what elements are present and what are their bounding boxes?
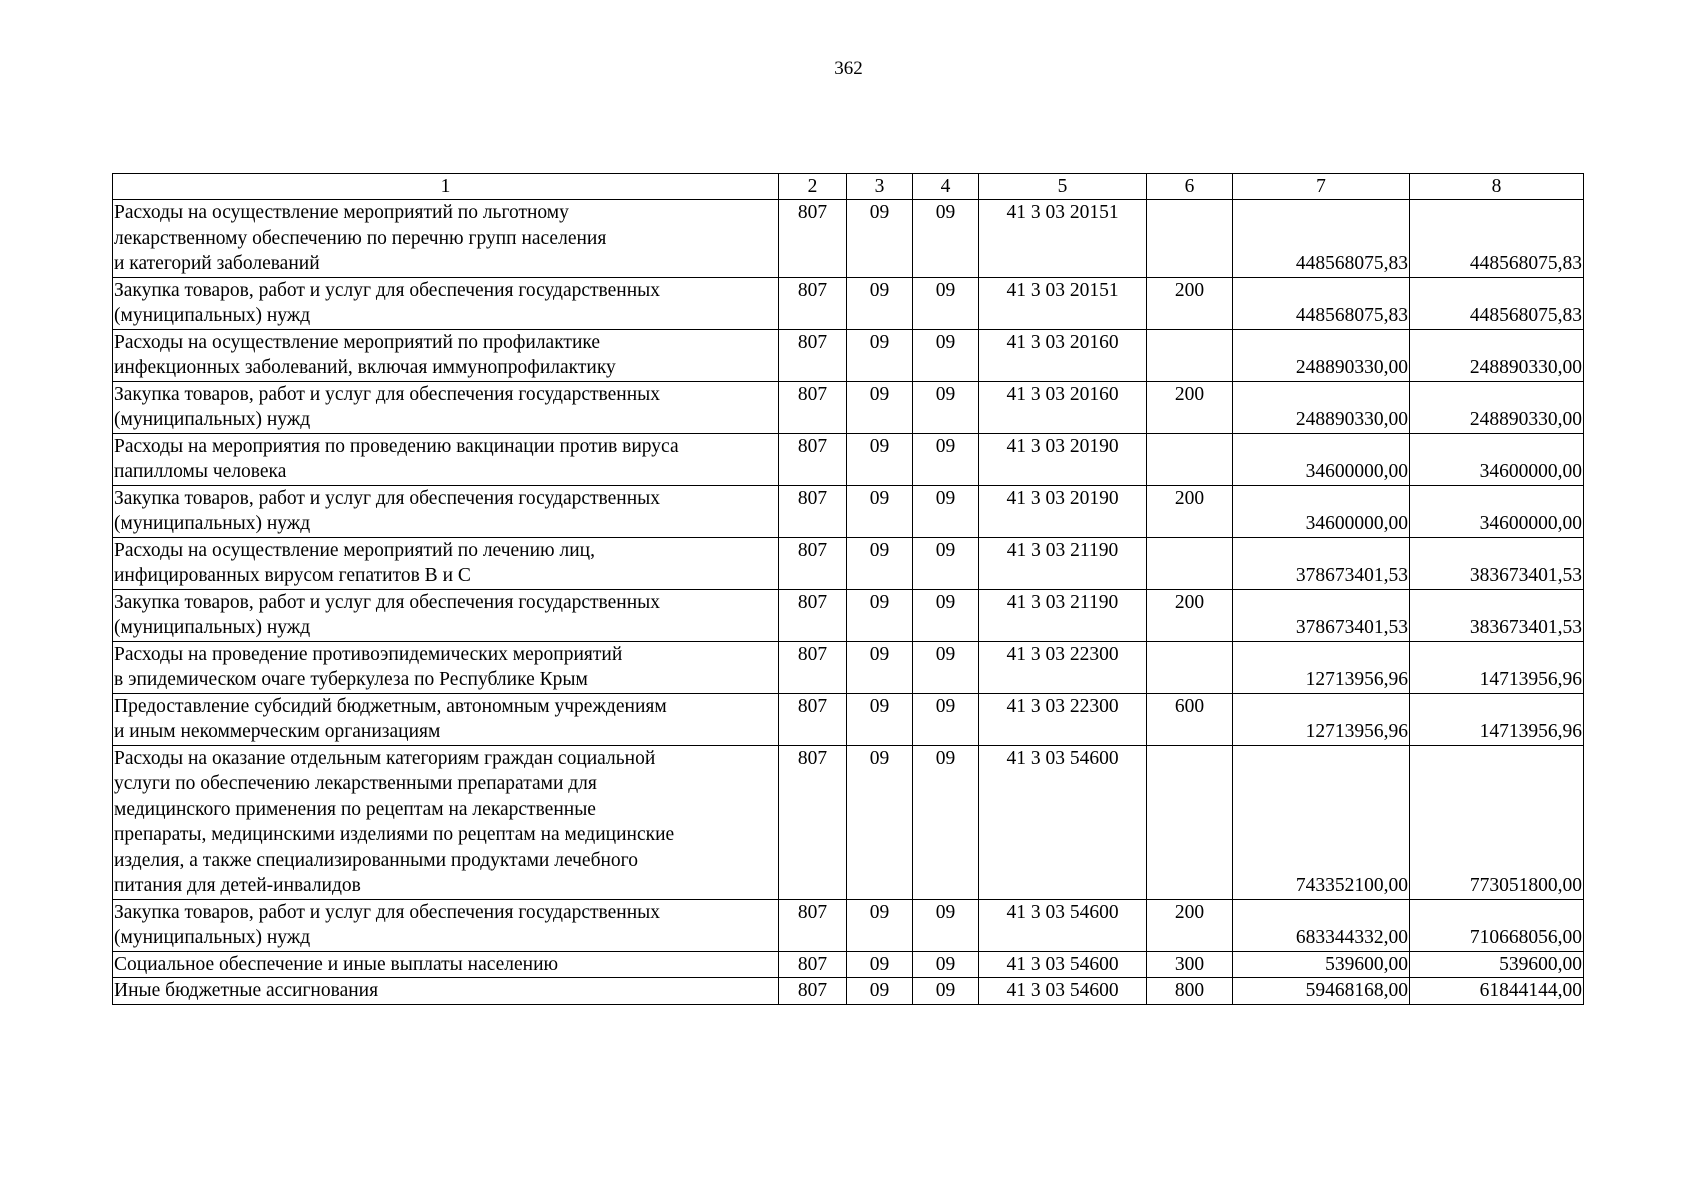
expense-name-cell [113, 745, 779, 899]
expense-type-cell [1147, 745, 1233, 899]
amount-year2-cell: 539600,00 [1410, 951, 1584, 978]
expense-name-line: Расходы на мероприятия по проведению вакцинации против вируса [114, 435, 679, 457]
subsection-code-cell: 09 [913, 589, 979, 641]
expense-name-line: Социальное обеспечение и иные выплаты населению [114, 953, 559, 975]
expense-type-cell: 200 [1147, 589, 1233, 641]
expense-name-line: услуги по обеспечению лекарственными препаратами для [114, 773, 597, 794]
header-cell: 6 [1147, 174, 1233, 200]
section-code-cell: 09 [847, 899, 913, 951]
gr-code-cell: 807 [779, 899, 847, 951]
expense-name-cell [113, 641, 779, 693]
budget-table [112, 173, 1584, 1005]
table-row [113, 433, 1584, 485]
subsection-code-cell: 09 [913, 381, 979, 433]
gr-code-cell: 807 [779, 745, 847, 899]
target-article-cell: 41 3 03 54600 [979, 951, 1147, 978]
gr-code-cell: 807 [779, 485, 847, 537]
gr-code-cell: 807 [779, 433, 847, 485]
expense-name-line: (муниципальных) нужд [114, 305, 311, 326]
section-code-cell: 09 [847, 978, 913, 1005]
expense-name-cell [113, 978, 779, 1005]
subsection-code-cell: 09 [913, 951, 979, 978]
section-code-cell: 09 [847, 200, 913, 278]
subsection-code-cell: 09 [913, 277, 979, 329]
subsection-code-cell: 09 [913, 433, 979, 485]
section-code-cell: 09 [847, 951, 913, 978]
table-row [113, 693, 1584, 745]
table-row [113, 381, 1584, 433]
expense-name-line: Расходы на проведение противоэпидемических мероприятий [114, 643, 623, 665]
section-code-cell: 09 [847, 381, 913, 433]
expense-type-cell: 800 [1147, 978, 1233, 1005]
target-article-cell: 41 3 03 54600 [979, 899, 1147, 951]
section-code-cell: 09 [847, 641, 913, 693]
expense-name-line: препараты, медицинскими изделиями по рецептам на медицинские [114, 824, 675, 845]
target-article-cell: 41 3 03 20151 [979, 277, 1147, 329]
amount-year1-cell: 248890330,00 [1233, 329, 1410, 381]
table-row [113, 745, 1584, 899]
target-article-cell: 41 3 03 21190 [979, 589, 1147, 641]
expense-name-line: и иным некоммерческим организациям [114, 721, 441, 742]
header-cell: 1 [113, 174, 779, 200]
gr-code-cell: 807 [779, 277, 847, 329]
amount-year2-cell: 448568075,83 [1410, 200, 1584, 278]
table-row [113, 277, 1584, 329]
target-article-cell: 41 3 03 20190 [979, 433, 1147, 485]
expense-name-line: питания для детей-инвалидов [114, 875, 361, 896]
expense-name-line: (муниципальных) нужд [114, 617, 311, 638]
expense-name-cell [113, 693, 779, 745]
page-number: 362 [834, 58, 863, 79]
expense-name-line: Расходы на осуществление мероприятий по лечению лиц, [114, 539, 595, 561]
expense-name-cell [113, 537, 779, 589]
header-cell: 2 [779, 174, 847, 200]
expense-name-line: лекарственному обеспечению по перечню групп населения [114, 227, 607, 249]
expense-type-cell [1147, 200, 1233, 278]
table-row [113, 589, 1584, 641]
section-code-cell: 09 [847, 693, 913, 745]
target-article-cell: 41 3 03 21190 [979, 537, 1147, 589]
amount-year1-cell: 378673401,53 [1233, 537, 1410, 589]
expense-name-cell [113, 277, 779, 329]
expense-name-cell [113, 329, 779, 381]
expense-name-line: изделия, а также специализированными продуктами лечебного [114, 849, 638, 871]
amount-year2-cell: 710668056,00 [1410, 899, 1584, 951]
expense-name-line: и категорий заболеваний [114, 253, 320, 274]
expense-name-line: инфекционных заболеваний, включая иммунопрофилактику [114, 357, 616, 378]
gr-code-cell: 807 [779, 978, 847, 1005]
expense-type-cell: 600 [1147, 693, 1233, 745]
section-code-cell: 09 [847, 485, 913, 537]
section-code-cell: 09 [847, 329, 913, 381]
section-code-cell: 09 [847, 745, 913, 899]
expense-type-cell [1147, 537, 1233, 589]
amount-year2-cell: 773051800,00 [1410, 745, 1584, 899]
amount-year2-cell: 248890330,00 [1410, 381, 1584, 433]
section-code-cell: 09 [847, 589, 913, 641]
expense-name-line: в эпидемическом очаге туберкулеза по Республике Крым [114, 669, 588, 690]
expense-type-cell: 200 [1147, 381, 1233, 433]
amount-year1-cell: 378673401,53 [1233, 589, 1410, 641]
subsection-code-cell: 09 [913, 485, 979, 537]
amount-year1-cell: 448568075,83 [1233, 200, 1410, 278]
amount-year1-cell: 12713956,96 [1233, 641, 1410, 693]
table-header-row [113, 174, 1584, 200]
amount-year2-cell: 14713956,96 [1410, 693, 1584, 745]
gr-code-cell: 807 [779, 381, 847, 433]
target-article-cell: 41 3 03 22300 [979, 641, 1147, 693]
section-code-cell: 09 [847, 277, 913, 329]
target-article-cell: 41 3 03 22300 [979, 693, 1147, 745]
subsection-code-cell: 09 [913, 899, 979, 951]
subsection-code-cell: 09 [913, 329, 979, 381]
amount-year2-cell: 14713956,96 [1410, 641, 1584, 693]
expense-name-line: Закупка товаров, работ и услуг для обеспечения государственных [114, 901, 661, 923]
expense-name-cell [113, 899, 779, 951]
expense-name-cell [113, 381, 779, 433]
amount-year1-cell: 248890330,00 [1233, 381, 1410, 433]
table-row [113, 641, 1584, 693]
expense-name-line: Предоставление субсидий бюджетным, автономным учреждениям [114, 695, 667, 717]
expense-name-line: Закупка товаров, работ и услуг для обеспечения государственных [114, 487, 661, 509]
expense-name-line: Расходы на осуществление мероприятий по профилактике [114, 331, 601, 353]
amount-year2-cell: 248890330,00 [1410, 329, 1584, 381]
expense-name-line: Иные бюджетные ассигнования [114, 980, 379, 1001]
table-row [113, 537, 1584, 589]
gr-code-cell: 807 [779, 329, 847, 381]
subsection-code-cell: 09 [913, 745, 979, 899]
expense-name-line: Закупка товаров, работ и услуг для обеспечения государственных [114, 279, 661, 301]
table-row [113, 485, 1584, 537]
amount-year1-cell: 743352100,00 [1233, 745, 1410, 899]
subsection-code-cell: 09 [913, 641, 979, 693]
amount-year1-cell: 34600000,00 [1233, 433, 1410, 485]
gr-code-cell: 807 [779, 641, 847, 693]
amount-year2-cell: 383673401,53 [1410, 589, 1584, 641]
target-article-cell: 41 3 03 54600 [979, 745, 1147, 899]
expense-type-cell: 200 [1147, 277, 1233, 329]
table-row [113, 200, 1584, 278]
subsection-code-cell: 09 [913, 537, 979, 589]
expense-name-line: Закупка товаров, работ и услуг для обеспечения государственных [114, 591, 661, 613]
header-cell: 8 [1410, 174, 1584, 200]
gr-code-cell: 807 [779, 951, 847, 978]
gr-code-cell: 807 [779, 693, 847, 745]
header-cell: 3 [847, 174, 913, 200]
gr-code-cell: 807 [779, 200, 847, 278]
expense-name-line: папилломы человека [114, 461, 287, 482]
amount-year2-cell: 34600000,00 [1410, 433, 1584, 485]
expense-type-cell [1147, 641, 1233, 693]
section-code-cell: 09 [847, 433, 913, 485]
expense-name-cell [113, 433, 779, 485]
target-article-cell: 41 3 03 20190 [979, 485, 1147, 537]
target-article-cell: 41 3 03 20160 [979, 329, 1147, 381]
expense-name-line: (муниципальных) нужд [114, 927, 311, 948]
subsection-code-cell: 09 [913, 978, 979, 1005]
expense-name-cell [113, 589, 779, 641]
amount-year2-cell: 448568075,83 [1410, 277, 1584, 329]
expense-type-cell: 200 [1147, 485, 1233, 537]
header-cell: 7 [1233, 174, 1410, 200]
expense-name-line: (муниципальных) нужд [114, 513, 311, 534]
table-row [113, 978, 1584, 1005]
expense-type-cell [1147, 329, 1233, 381]
subsection-code-cell: 09 [913, 200, 979, 278]
expense-name-line: Закупка товаров, работ и услуг для обеспечения государственных [114, 383, 661, 405]
target-article-cell: 41 3 03 20151 [979, 200, 1147, 278]
expense-type-cell [1147, 433, 1233, 485]
expense-name-line: (муниципальных) нужд [114, 409, 311, 430]
table-row [113, 951, 1584, 978]
expense-type-cell: 300 [1147, 951, 1233, 978]
target-article-cell: 41 3 03 20160 [979, 381, 1147, 433]
amount-year1-cell: 448568075,83 [1233, 277, 1410, 329]
amount-year1-cell: 34600000,00 [1233, 485, 1410, 537]
gr-code-cell: 807 [779, 537, 847, 589]
expense-type-cell: 200 [1147, 899, 1233, 951]
expense-name-cell [113, 951, 779, 978]
expense-name-cell [113, 200, 779, 278]
amount-year1-cell: 12713956,96 [1233, 693, 1410, 745]
header-cell: 5 [979, 174, 1147, 200]
amount-year2-cell: 383673401,53 [1410, 537, 1584, 589]
target-article-cell: 41 3 03 54600 [979, 978, 1147, 1005]
amount-year1-cell: 539600,00 [1233, 951, 1410, 978]
table-row [113, 899, 1584, 951]
amount-year1-cell: 683344332,00 [1233, 899, 1410, 951]
amount-year2-cell: 34600000,00 [1410, 485, 1584, 537]
gr-code-cell: 807 [779, 589, 847, 641]
expense-name-line: Расходы на осуществление мероприятий по льготному [114, 202, 569, 223]
expense-name-line: инфицированных вирусом гепатитов В и С [114, 565, 471, 586]
expense-name-cell [113, 485, 779, 537]
section-code-cell: 09 [847, 537, 913, 589]
header-cell: 4 [913, 174, 979, 200]
expense-name-line: Расходы на оказание отдельным категориям граждан социальной [114, 747, 656, 769]
amount-year1-cell: 59468168,00 [1233, 978, 1410, 1005]
expense-name-line: медицинского применения по рецептам на лекарственные [114, 798, 596, 820]
table-row [113, 329, 1584, 381]
amount-year2-cell: 61844144,00 [1410, 978, 1584, 1005]
subsection-code-cell: 09 [913, 693, 979, 745]
